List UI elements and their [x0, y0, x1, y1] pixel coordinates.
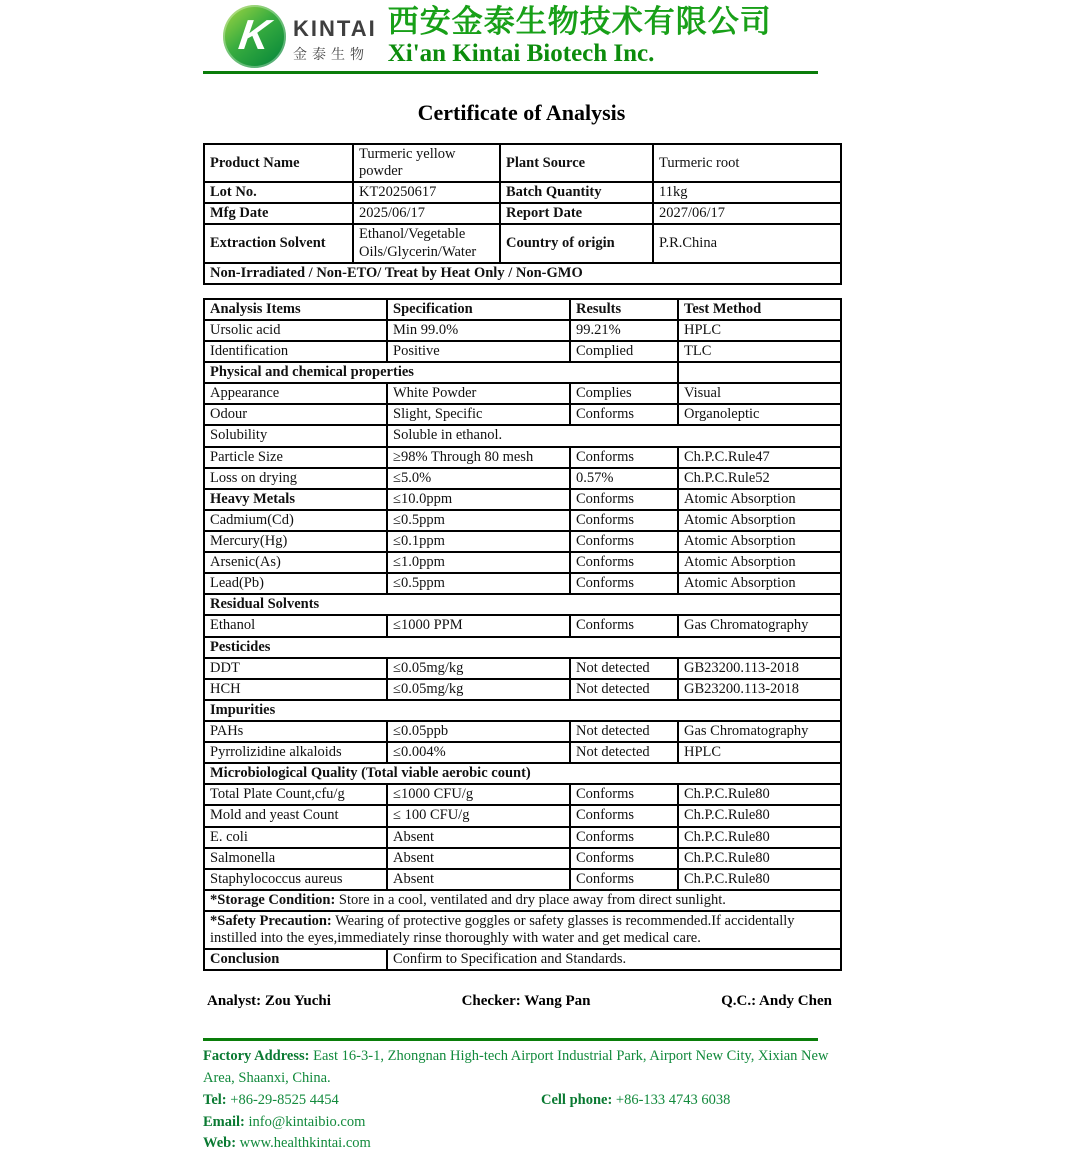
section-title-cell: Residual Solvents: [204, 594, 841, 615]
note-cell: [204, 890, 841, 911]
result-cell: Conforms: [570, 784, 678, 805]
test-method-cell: Ch.P.C.Rule80: [678, 827, 841, 848]
info-label-cell: Product Name: [204, 144, 353, 182]
footer-label: Tel:: [203, 1091, 227, 1108]
test-method-cell: GB23200.113-2018: [678, 679, 841, 700]
analysis-row: [204, 383, 841, 404]
info-value-cell: 2027/06/17: [653, 203, 841, 224]
footer-line: [203, 1090, 840, 1112]
specification-cell: Positive: [387, 341, 570, 362]
info-value-cell: 11kg: [653, 182, 841, 203]
analysis-item-cell: DDT: [204, 658, 387, 679]
analysis-row: [204, 531, 841, 552]
analysis-row: [204, 805, 841, 826]
section-empty-cell: [678, 362, 841, 383]
specification-cell: ≤1000 CFU/g: [387, 784, 570, 805]
analysis-row: [204, 869, 841, 890]
irradiation-note-row: [204, 263, 841, 284]
analysis-row: [204, 552, 841, 573]
result-cell: Conforms: [570, 510, 678, 531]
footer-label: Web:: [203, 1135, 237, 1152]
result-cell: Conforms: [570, 552, 678, 573]
specification-cell: ≤5.0%: [387, 468, 570, 489]
result-cell: Conforms: [570, 404, 678, 425]
result-cell: Complies: [570, 383, 678, 404]
analysis-item-cell: Heavy Metals: [204, 489, 387, 510]
analysis-item-cell: HCH: [204, 679, 387, 700]
result-cell: 0.57%: [570, 468, 678, 489]
test-method-cell: HPLC: [678, 320, 841, 341]
test-method-cell: Organoleptic: [678, 404, 841, 425]
footer-label: Factory Address:: [203, 1048, 310, 1065]
info-value-cell: Turmeric yellow powder: [353, 144, 500, 182]
specification-cell: Soluble in ethanol.: [387, 425, 841, 446]
irradiation-note: Non-Irradiated / Non-ETO/ Treat by Heat Only / Non-GMO: [204, 263, 841, 284]
analysis-item-cell: E. coli: [204, 827, 387, 848]
footer-entry: [203, 1090, 541, 1112]
analysis-row: [204, 362, 841, 383]
info-value-cell: Ethanol/Vegetable Oils/Glycerin/Water: [353, 224, 500, 262]
analysis-item-cell: Particle Size: [204, 447, 387, 468]
header-rule: [203, 71, 818, 74]
section-title-cell: Physical and chemical properties: [204, 362, 678, 383]
result-cell: Conforms: [570, 869, 678, 890]
analysis-item-cell: Cadmium(Cd): [204, 510, 387, 531]
analysis-item-cell: Total Plate Count,cfu/g: [204, 784, 387, 805]
analysis-item-cell: Loss on drying: [204, 468, 387, 489]
conclusion-label-cell: Conclusion: [204, 949, 387, 970]
analysis-item-cell: Salmonella: [204, 848, 387, 869]
logo-monogram: K: [236, 10, 274, 58]
result-cell: Not detected: [570, 742, 678, 763]
test-method-cell: TLC: [678, 341, 841, 362]
info-label-cell: Country of origin: [500, 224, 653, 262]
note-text: Wearing of protective goggles or safety glasses is recommended.If accidentally instilled into the eyes,immediately rinse thoroughly with water and get medical care.: [210, 912, 795, 947]
analysis-row: [204, 784, 841, 805]
section-title-cell: Pesticides: [204, 637, 841, 658]
analysis-row: [204, 911, 841, 949]
result-cell: Conforms: [570, 848, 678, 869]
info-row: [204, 224, 841, 262]
specification-cell: Absent: [387, 848, 570, 869]
analyst-signature: Analyst: Zou Yuchi: [207, 993, 331, 1010]
analysis-header-row: [204, 299, 841, 320]
specification-cell: ≤1000 PPM: [387, 615, 570, 636]
result-cell: Conforms: [570, 447, 678, 468]
logo-brand-cn: 金泰生物: [293, 45, 369, 62]
analysis-row: [204, 468, 841, 489]
product-info-table: [203, 143, 842, 285]
result-cell: Not detected: [570, 721, 678, 742]
analysis-row: [204, 447, 841, 468]
logo-wordmark: [293, 17, 377, 63]
company-names: [388, 4, 772, 67]
footer-line: [203, 1046, 840, 1090]
specification-cell: Min 99.0%: [387, 320, 570, 341]
analysis-item-cell: Pyrrolizidine alkaloids: [204, 742, 387, 763]
specification-cell: White Powder: [387, 383, 570, 404]
footer-value: East 16-3-1, Zhongnan High-tech Airport Industrial Park, Airport New City, Xixian New Area, Shaanxi, China.: [203, 1048, 829, 1087]
result-cell: Conforms: [570, 805, 678, 826]
result-cell: Conforms: [570, 615, 678, 636]
test-method-cell: Gas Chromatography: [678, 721, 841, 742]
footer-entry: [203, 1048, 828, 1086]
specification-cell: ≤ 100 CFU/g: [387, 805, 570, 826]
analysis-row: [204, 425, 841, 446]
specification-cell: ≤0.5ppm: [387, 573, 570, 594]
specification-cell: ≤0.5ppm: [387, 510, 570, 531]
info-row: [204, 182, 841, 203]
info-value-cell: 2025/06/17: [353, 203, 500, 224]
analysis-item-cell: Identification: [204, 341, 387, 362]
specification-cell: ≤0.004%: [387, 742, 570, 763]
info-label-cell: Report Date: [500, 203, 653, 224]
test-method-cell: Ch.P.C.Rule47: [678, 447, 841, 468]
analysis-row: [204, 658, 841, 679]
footer-value: +86-133 4743 6038: [612, 1091, 731, 1108]
test-method-cell: Ch.P.C.Rule80: [678, 784, 841, 805]
specification-cell: Slight, Specific: [387, 404, 570, 425]
analysis-row: [204, 890, 841, 911]
analysis-item-cell: PAHs: [204, 721, 387, 742]
specification-cell: ≤10.0ppm: [387, 489, 570, 510]
analysis-row: [204, 721, 841, 742]
test-method-cell: Atomic Absorption: [678, 552, 841, 573]
info-value-cell: KT20250617: [353, 182, 500, 203]
analysis-row: [204, 679, 841, 700]
section-title-cell: Impurities: [204, 700, 841, 721]
footer-label: Email:: [203, 1113, 245, 1130]
note-cell: [204, 911, 841, 949]
info-label-cell: Lot No.: [204, 182, 353, 203]
specification-cell: Absent: [387, 827, 570, 848]
col-test-method: Test Method: [678, 299, 841, 320]
info-value-cell: P.R.China: [653, 224, 841, 262]
analysis-item-cell: Ethanol: [204, 615, 387, 636]
analysis-item-cell: Arsenic(As): [204, 552, 387, 573]
analysis-item-cell: Mercury(Hg): [204, 531, 387, 552]
result-cell: Not detected: [570, 658, 678, 679]
specification-cell: ≤0.05mg/kg: [387, 658, 570, 679]
test-method-cell: Ch.P.C.Rule80: [678, 848, 841, 869]
footer-value: www.healthkintai.com: [236, 1135, 371, 1152]
result-cell: Complied: [570, 341, 678, 362]
analysis-item-cell: Lead(Pb): [204, 573, 387, 594]
footer-rule: [203, 1038, 818, 1041]
specification-cell: ≤0.05ppb: [387, 721, 570, 742]
analysis-table: [203, 298, 842, 972]
footer-entry: [203, 1114, 365, 1130]
analysis-row: [204, 489, 841, 510]
col-results: Results: [570, 299, 678, 320]
test-method-cell: Atomic Absorption: [678, 510, 841, 531]
analysis-item-cell: Staphylococcus aureus: [204, 869, 387, 890]
qc-signature: Q.C.: Andy Chen: [721, 993, 832, 1010]
analysis-row: [204, 848, 841, 869]
analysis-row: [204, 637, 841, 658]
document-content: [203, 0, 840, 1155]
result-cell: Not detected: [570, 679, 678, 700]
analysis-row: [204, 320, 841, 341]
analysis-row: [204, 573, 841, 594]
signature-row: [203, 993, 840, 1010]
test-method-cell: Gas Chromatography: [678, 615, 841, 636]
info-row: [204, 203, 841, 224]
specification-cell: ≥98% Through 80 mesh: [387, 447, 570, 468]
analysis-row: [204, 700, 841, 721]
test-method-cell: Atomic Absorption: [678, 573, 841, 594]
result-cell: Conforms: [570, 489, 678, 510]
test-method-cell: Atomic Absorption: [678, 531, 841, 552]
analysis-item-cell: Appearance: [204, 383, 387, 404]
specification-cell: ≤1.0ppm: [387, 552, 570, 573]
footer-entry: [203, 1135, 371, 1151]
footer: [203, 1038, 840, 1155]
test-method-cell: GB23200.113-2018: [678, 658, 841, 679]
result-cell: Conforms: [570, 827, 678, 848]
info-label-cell: Batch Quantity: [500, 182, 653, 203]
analysis-item-cell: Odour: [204, 404, 387, 425]
specification-cell: Absent: [387, 869, 570, 890]
analysis-item-cell: Solubility: [204, 425, 387, 446]
analysis-row: [204, 763, 841, 784]
test-method-cell: HPLC: [678, 742, 841, 763]
test-method-cell: Atomic Absorption: [678, 489, 841, 510]
test-method-cell: Ch.P.C.Rule80: [678, 869, 841, 890]
info-row: [204, 144, 841, 182]
section-title-cell: Microbiological Quality (Total viable aerobic count): [204, 763, 841, 784]
info-label-cell: Plant Source: [500, 144, 653, 182]
result-cell: Conforms: [570, 531, 678, 552]
footer-value: info@kintaibio.com: [244, 1113, 366, 1130]
analysis-item-cell: Ursolic acid: [204, 320, 387, 341]
footer-line: [203, 1133, 840, 1155]
note-label: *Safety Precaution:: [210, 912, 332, 929]
footer-value: +86-29-8525 4454: [226, 1091, 339, 1108]
analysis-item-cell: Mold and yeast Count: [204, 805, 387, 826]
specification-cell: ≤0.1ppm: [387, 531, 570, 552]
doc-title: Certificate of Analysis: [417, 100, 626, 125]
analysis-row: [204, 742, 841, 763]
logo-k-icon: [223, 5, 286, 68]
note-label: *Storage Condition:: [210, 891, 336, 908]
col-specification: Specification: [387, 299, 570, 320]
test-method-cell: Ch.P.C.Rule80: [678, 805, 841, 826]
col-analysis-items: Analysis Items: [204, 299, 387, 320]
result-cell: Conforms: [570, 573, 678, 594]
analysis-row: [204, 341, 841, 362]
footer-label: Cell phone:: [541, 1091, 613, 1108]
specification-cell: ≤0.05mg/kg: [387, 679, 570, 700]
note-text: Store in a cool, ventilated and dry place away from direct sunlight.: [335, 891, 726, 908]
info-value-cell: Turmeric root: [653, 144, 841, 182]
info-label-cell: Mfg Date: [204, 203, 353, 224]
analysis-row: [204, 949, 841, 970]
header: [223, 0, 840, 68]
company-name-en: Xi'an Kintai Biotech Inc.: [387, 39, 655, 67]
analysis-row: [204, 615, 841, 636]
analysis-row: [204, 404, 841, 425]
checker-signature: Checker: Wang Pan: [461, 993, 591, 1010]
footer-line: [203, 1112, 840, 1134]
test-method-cell: Visual: [678, 383, 841, 404]
logo-brand: KINTAI: [293, 16, 377, 42]
analysis-row: [204, 827, 841, 848]
analysis-row: [204, 510, 841, 531]
company-logo: [223, 5, 377, 68]
test-method-cell: Ch.P.C.Rule52: [678, 468, 841, 489]
footer-contact-block: [203, 1046, 840, 1155]
analysis-row: [204, 594, 841, 615]
footer-entry: [541, 1092, 730, 1108]
result-cell: 99.21%: [570, 320, 678, 341]
company-name-cn: 西安金泰生物技术有限公司: [387, 4, 772, 39]
info-label-cell: Extraction Solvent: [204, 224, 353, 262]
conclusion-value-cell: Confirm to Specification and Standards.: [387, 949, 841, 970]
